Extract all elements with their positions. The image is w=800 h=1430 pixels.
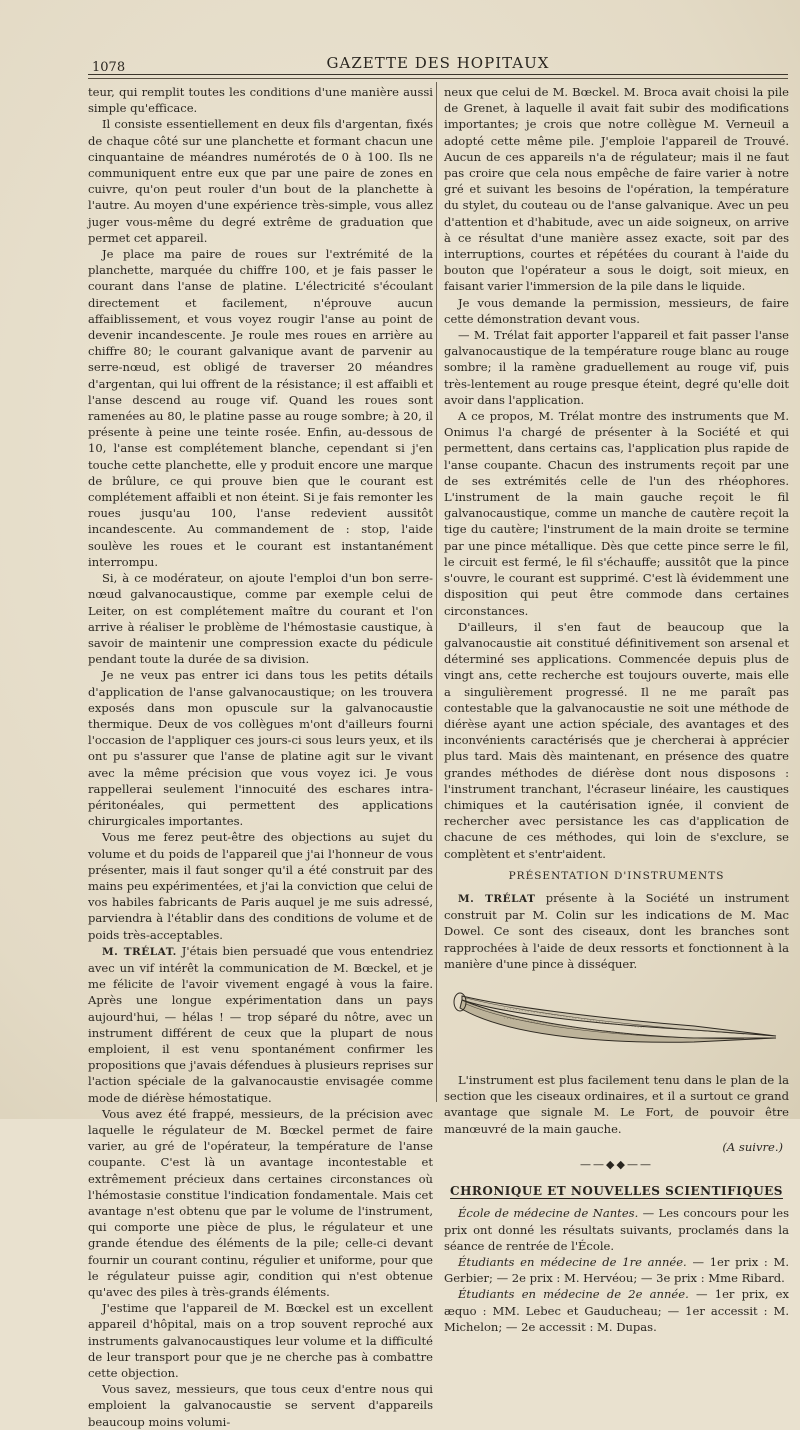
paragraph: [444, 1205, 789, 1254]
paragraph: [444, 1286, 789, 1335]
ornament-divider: ——◆◆——: [580, 1157, 653, 1171]
paragraph: Je ne veux pas entrer ici dans tous les petits détails d'application de l'anse galvanocaustique; on les trouvera exposés dans mon opuscule sur la galvanocaustie thermique. Deux de vos collègues m'ont d'ailleurs fourni l'occasion de l'appliquer ces jours-ci sous leurs yeux, et ils ont pu s'assurer que l'anse de platine agit sur le vivant avec la même précision que vous voyez ici. Je vous rappellerai seulement l'innocuité des eschares intra-péritonéales, qui permettent des applications chirurgicales importantes.: [88, 668, 433, 829]
left-column: [88, 84, 433, 1430]
scissors-illustration: [444, 978, 789, 1064]
page-number: 1078: [92, 60, 126, 75]
paragraph: Vous avez été frappé, messieurs, de la précision avec laquelle le régulateur de M. Bœckel permet de faire varier, au gré de l'opérateur, la température de l'anse coupante. C'est là un avantage incontestable et extrêmement précieux dans certaines circonstances où l'hémostasie constitue l'indication fondamentale. Mais cet avantage n'est obtenu que par le volume de l'instrument, qui comporte une pièce de plus, le régulateur et une grande étendue des éléments de la pile; celle-ci devant fournir un courant continu, régulier et uniforme, pour que le régulateur puisse agir, condition qui n'est obtenue qu'avec des piles à très-grands éléments.: [88, 1106, 433, 1300]
paragraph-text: présente à la Société un instrument construit par M. Colin sur les indications de M. Mac Dowel. Ce sont des ciseaux, dont les branches sont rapprochées à l'aide de deux ressorts et fonctionnent à la manière d'une pince à disséquer.: [444, 890, 789, 971]
speaker-name: M. TRÉLAT.: [102, 945, 177, 958]
header-rule: [88, 74, 788, 75]
paragraph: [444, 1254, 789, 1286]
paragraph: Vous me ferez peut-être des objections au sujet du volume et du poids de l'appareil que j'ai l'honneur de vous présenter, mais il faut songer qu'il a été construit par des mains peu expérimentées, et j'ai la conviction que celui de vos habiles fabricants de Paris auquel je me suis adressé, parviendra à l'établir dans des conditions de volume et de poids très-acceptables.: [88, 830, 433, 942]
paragraph: L'instrument est plus facilement tenu dans le plan de la section que les ciseaux ordinaires, et il a surtout ce grand avantage que signale M. Le Fort, de pouvoir être manœuvré de la main gauche.: [444, 1072, 789, 1136]
paragraph-text: — 1er prix : M. Gerbier; — 2e prix : M. Hervéou; — 3e prix : Mme Ribard.: [444, 1255, 789, 1286]
paragraph: [444, 890, 789, 972]
paragraph: Il consiste essentiellement en deux fils d'argentan, fixés de chaque côté sur une planchette et formant chacun une cinquantaine de méandres numérotés de 0 à 100. Ils ne communiquent entre eux que par une paire de zones en cuivre, qu'on peut rouler d'un bout de la planchette à l'autre. Au moyen d'une expérience très-simple, vous allez juger vous-même du degré extrême de graduation que permet cet appareil.: [88, 117, 433, 245]
paragraph-text: J'étais bien persuadé que vous entendriez avec un vif intérêt la communication de M. Bœckel, et je me félicite de l'avoir vivement engagé à vous la faire. Après une longue expérimentation dans un pays aujourd'hui, — hélas ! — trop séparé du nôtre, avec un instrument différent de ceux que la plupart de nous emploient, il est venu spontanément confirmer les propositions que j'avais défendues à plusieurs reprises sur l'action spéciale de la galvanocaustie envisagée comme mode de diérèse hémostatique.: [88, 943, 433, 1105]
header-rule-thin: [88, 78, 788, 79]
scissors-icon: [444, 978, 789, 1064]
paragraph: teur, qui remplit toutes les conditions d'une manière aussi simple qu'efficace.: [88, 85, 433, 116]
paragraph: Je vous demande la permission, messieurs, de faire cette démonstration devant vous.: [444, 295, 789, 326]
continued-note: (A suivre.): [722, 1139, 783, 1154]
journal-title: GAZETTE DES HOPITAUX: [326, 54, 550, 72]
section-title: PRÉSENTATION D'INSTRUMENTS: [508, 869, 725, 882]
paragraph: — M. Trélat fait apporter l'appareil et fait passer l'anse galvanocaustique de la température rouge blanc au rouge sombre; il la ramène graduellement au rouge vif, puis très-lentement au rouge presque éteint, degré qu'elle doit avoir dans l'application.: [444, 328, 789, 407]
column-divider: [436, 82, 437, 1102]
paragraph-lead: Étudiants en médecine de 1re année.: [458, 1255, 687, 1269]
paragraph-text: — Les concours pour les prix ont donné les résultats suivants, proclamés dans la séance de rentrée de l'École.: [444, 1206, 789, 1253]
paragraph-lead: École de médecine de Nantes.: [458, 1206, 639, 1221]
paragraph: Je place ma paire de roues sur l'extrémité de la planchette, marquée du chiffre 100, et je fais passer le courant dans l'anse de platine. L'électricité s'écoulant directement et facilement, n'éprouve aucun affaiblissement, et vous voyez rougir l'anse au point de devenir incandescente. Je roule mes roues en arrière au chiffre 80; le courant galvanique avant de parvenir au serre-nœud, est obligé de traverser 20 méandres d'argentan, qui lui offrent de la résistance; il est affaibli et l'anse descend au rouge vif. Quand les roues sont ramenées au 80, le platine passe au rouge sombre; à 20, il présente à peine une teinte rosée. Enfin, au-dessous de 10, l'anse est complétement blanche, cependant si j'en touche cette planchette, elle y produit encore une marque de brûlure, ce qui prouve bien que le courant est complétement affaibli et non éteint. Si je fais remonter les roues jusqu'au 100, l'anse redevient aussitôt incandescente. Au commandement de : stop, l'aide soulève les roues et le courant est instantanément interrompu.: [88, 247, 433, 569]
page-header: [88, 52, 788, 74]
paragraph: D'ailleurs, il s'en faut de beaucoup que la galvanocaustie ait constitué définitivement son arsenal et déterminé ses applications. Commencée depuis plus de vingt ans, cette recherche est toujours ouverte, mais elle a singulièrement progressé. Il ne me paraît pas contestable que la galvanocaustie ne soit une méthode de diérèse ayant une action spéciale, des avantages et des inconvénients caractérisés que je chercherai à apprécier plus tard. Mais dès maintenant, en présence des quatre grandes méthodes de diérèse dont nous disposons : l'instrument tranchant, l'écraseur linéaire, les caustiques chimiques et la cautérisation ignée, il convient de rechercher avec persistance les cas d'application de chacune de ces méthodes, qui loin de s'exclure, se complètent et s'entr'aident.: [444, 619, 789, 861]
paragraph-lead: Étudiants en médecine de 2e année.: [458, 1287, 689, 1302]
speaker-name: M. TRÉLAT: [458, 892, 536, 905]
paragraph: Si, à ce modérateur, on ajoute l'emploi d'un bon serre-nœud galvanocaustique, comme par exemple celui de Leiter, on est complétement maître du courant et l'on arrive à réaliser le problème de l'hémostasie caustique, à savoir de maintenir une compression exacte du pédicule pendant toute la durée de sa division.: [88, 571, 433, 667]
paragraph: [88, 943, 433, 1106]
paragraph: neux que celui de M. Bœckel. M. Broca avait choisi la pile de Grenet, à laquelle il avait fait subir des modifications importantes; je crois que notre collègue M. Verneuil a adopté cette même pile. J'emploie l'appareil de Trouvé. Aucun de ces appareils n'a de régulateur; mais il ne faut pas croire que cela nous empêche de faire varier à notre gré et suivant les besoins de l'opération, la température du stylet, du couteau ou de l'anse galvanique. Avec un peu d'attention et d'habitude, avec un aide soigneux, on arrive à ce résultat d'une manière assez exacte, soit par des interruptions, courtes et répétées du courant à l'aide du bouton que l'opérateur a sous le doigt, soit mieux, en faisant varier l'immersion de la pile dans le liquide.: [444, 85, 789, 294]
paragraph: A ce propos, M. Trélat montre des instruments que M. Onimus l'a chargé de présenter à la Société et qui permettent, dans certains cas, l'application plus rapide de l'anse coupante. Chacun des instruments reçoit par une de ses extrémités celle de l'un des rhéophores. L'instrument de la main gauche reçoit le fil galvanocaustique, comme un manche de cautère reçoit la tige du cautère; l'instrument de la main droite se termine par une pince métallique. Dès que cette pince serre le fil, le circuit est fermé, le fil s'échauffe; aussitôt que la pince s'ouvre, le courant est supprimé. C'est là évidemment une disposition qui peut être commode dans certaines circonstances.: [444, 409, 789, 618]
chronique-title: CHRONIQUE ET NOUVELLES SCIENTIFIQUES: [450, 1184, 783, 1199]
paragraph-text: — 1er prix, ex æquo : MM. Lebec et Gauducheau; — 1er accessit : M. Michelon; — 2e accessit : M. Dupas.: [444, 1287, 789, 1334]
right-column: [444, 84, 789, 1335]
paragraph: J'estime que l'appareil de M. Bœckel est un excellent appareil d'hôpital, mais on a trop souvent reproché aux instruments galvanocaustiques leur volume et la difficulté de leur transport pour que je ne cherche pas à combattre cette objection.: [88, 1301, 433, 1381]
paragraph: Vous savez, messieurs, que tous ceux d'entre nous qui emploient la galvanocaustie se servent d'appareils beaucoup moins volumi-: [88, 1382, 433, 1429]
